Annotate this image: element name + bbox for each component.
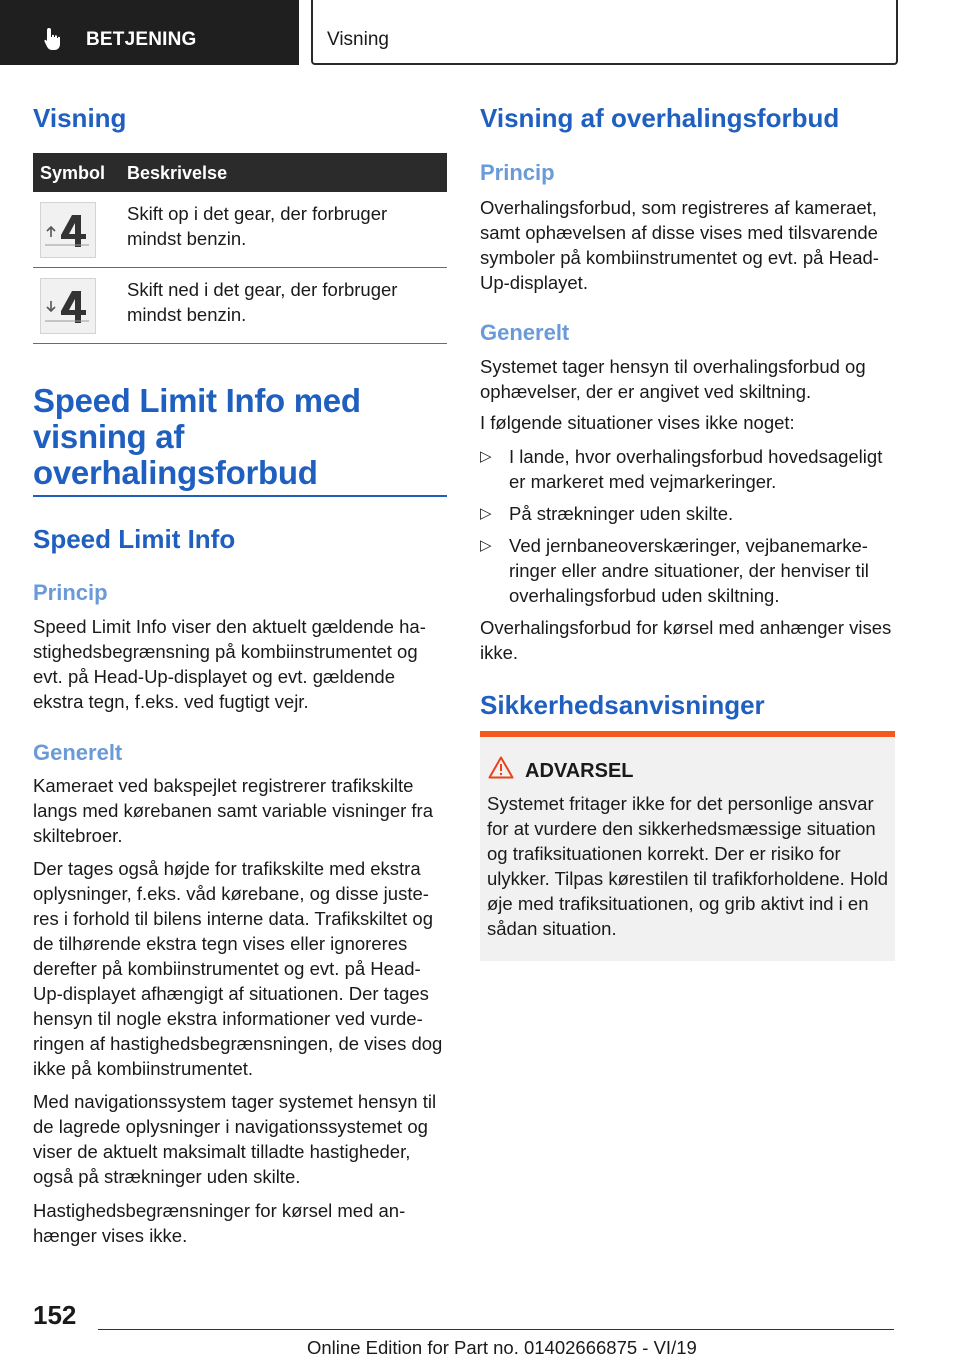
list-item-text: I lande, hvor overhalingsforbud hovedsageligt er markeret med vejmarkeringer. — [509, 446, 883, 492]
table-header-symbol: Symbol — [40, 163, 106, 183]
safety-heading: Sikkerhedsanvisninger — [480, 690, 765, 720]
list-item-text: På strækninger uden skilte. — [509, 503, 734, 524]
table-header-description: Beskrivelse — [127, 163, 228, 183]
bullet-triangle-icon: ▷ — [480, 537, 492, 554]
warning-accent-bar — [480, 731, 895, 737]
shift-down-gear-4-icon — [40, 278, 96, 334]
generelt-paragraph: Kameraet ved bakspejlet registrerer trafikskilte langs med kørebanen samt variable visninger fra skiltebroer. — [33, 775, 433, 846]
shift-up-gear-4-icon — [40, 202, 96, 258]
warning-label: ADVARSEL — [525, 760, 634, 782]
generelt-heading-left: Generelt — [33, 740, 123, 765]
heading-rule — [33, 495, 447, 497]
table-row — [33, 268, 447, 344]
page-number: 152 — [33, 1300, 77, 1330]
table-cell-description: Skift op i det gear, der forbruger mindst benzin. — [127, 203, 388, 249]
page-header-title: Visning — [327, 29, 389, 50]
hand-pointer-icon — [40, 26, 66, 52]
princip-text-left: Speed Limit Info viser den aktuelt gældende hastighedsbegrænsning på kombiinstrumentet og evt. på Head-Up-displayet og evt. gældende ekstra tegn, f.eks. ved fugtigt vejr. — [33, 616, 426, 712]
main-heading: Speed Limit Info med visning af overhalingsforbud — [33, 382, 361, 491]
princip-text-right: Overhalingsforbud, som registreres af kameraet, samt ophævelsen af disse vises med tilsvarende symboler på kombiinstrumentet og evt. på Head-Up-displayet. — [480, 197, 879, 293]
warning-box — [480, 731, 895, 961]
princip-heading-left: Princip — [33, 580, 108, 605]
princip-heading-right: Princip — [480, 160, 555, 185]
speed-limit-info-heading: Speed Limit Info — [33, 524, 236, 554]
warning-text: Systemet fritager ikke for det personlige ansvar for at vurdere den sikkerhedsmæssige situation og trafiksituationen korrekt. Der er risiko for ulykker. Tilpas kørestilen til trafikforholdene. Hold øje med trafiksituationen, og grib aktivt ind i en sådan situation. — [487, 793, 889, 939]
section-tab — [0, 0, 299, 65]
bullet-triangle-icon: ▷ — [480, 448, 492, 465]
page-header — [311, 0, 898, 65]
generelt-paragraph-right: Systemet tager hensyn til overhalingsforbud og ophævelser, der er angivet ved skiltning. — [480, 356, 866, 402]
generelt-paragraph-right: Overhalingsforbud for kørsel med anhænger vises ikke. — [480, 617, 892, 663]
visning-title: Visning — [33, 103, 127, 133]
footer-rule — [98, 1329, 894, 1330]
generelt-paragraph: Hastighedsbegrænsninger for kørsel med anhænger vises ikke. — [33, 1200, 406, 1246]
list-item-text: Ved jernbaneoverskæringer, vejbanemarkeringer eller andre situationer, der henviser til overhalingsforbud uden skiltning. — [509, 535, 869, 606]
overtaking-ban-title: Visning af overhalingsforbud — [480, 103, 840, 133]
edition-text: Online Edition for Part no. 01402666875 - VI/19 — [307, 1337, 697, 1358]
table-row — [33, 192, 447, 268]
section-label: BETJENING — [86, 29, 197, 50]
table-header — [33, 153, 447, 192]
bullet-triangle-icon: ▷ — [480, 505, 492, 522]
generelt-paragraph: Med navigationssystem tager systemet hensyn til de lagrede oplysninger i navigationssystemet og viser de aktuelt maksimalt tilladte hastigheder, også på strækninger uden skilte. — [33, 1091, 437, 1187]
warning-triangle-icon — [488, 756, 514, 779]
generelt-paragraph-right: I følgende situationer vises ikke noget: — [480, 412, 795, 433]
generelt-paragraph: Der tages også højde for trafikskilte med ekstra oplysninger, f.eks. våd kørebane, og disse justeres i forhold til bilens interne data. Trafikskiltet og de tilhørende ekstra tegn vises eller ignoreres derefter på kombiinstrumentet og evt. på Head-Up-displayet afhængigt af situationen. Der tages hensyn til nogle ekstra informationer ved vurderingen af hastighedsbegrænsningen, de vises dog ikke på kombiinstrumentet. — [33, 858, 443, 1079]
table-cell-description: Skift ned i det gear, der forbruger mindst benzin. — [127, 279, 398, 325]
generelt-heading-right: Generelt — [480, 320, 570, 345]
